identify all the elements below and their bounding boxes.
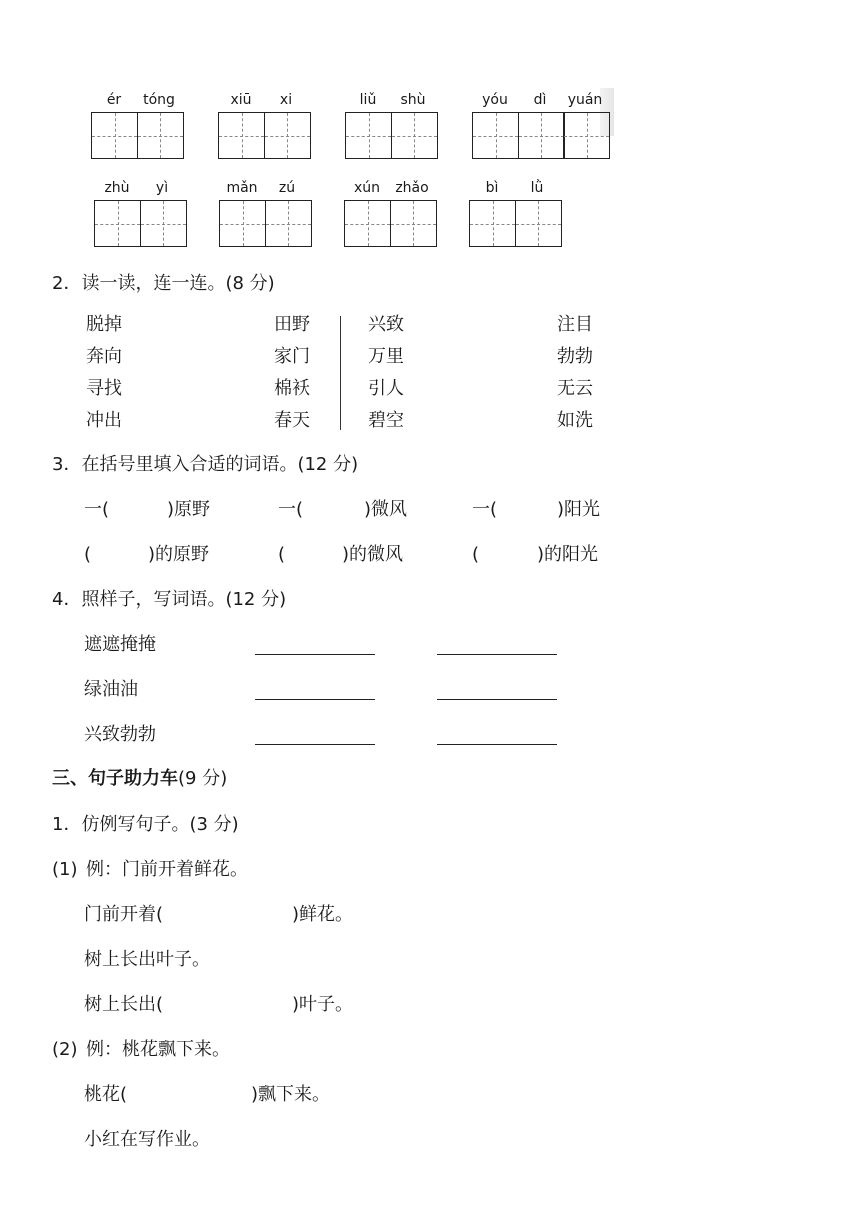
q2-right-match-3: 无云 [557,378,593,399]
pinyin-label: zhù [104,180,130,196]
pinyin-label: yì [155,180,169,196]
character-boxes [344,200,437,247]
pinyin-label: zhǎo [395,180,429,196]
character-boxes [345,112,438,159]
q4-example-3: 兴致勃勃 [84,724,156,745]
s3-p1-line3-start: 树上长出( [84,994,164,1015]
character-boxes [469,200,562,247]
tianzi-writing-box[interactable] [344,200,391,247]
s3-p1-number: (1) [52,859,78,880]
q2-left-match-3: 棉袄 [274,378,310,399]
s3-p1-line1-start: 门前开着( [84,904,164,925]
q2-left-word-1: 脱掉 [86,314,122,335]
tianzi-writing-box[interactable] [137,112,184,159]
tianzi-writing-box[interactable] [515,200,562,247]
s3-p2-line1-start: 桃花( [84,1084,128,1105]
pinyin-label: liǔ [359,92,377,108]
q4-blank-2b[interactable] [437,699,557,700]
q3-r2-open-1: ( [84,544,92,565]
q4-blank-1b[interactable] [437,654,557,655]
q2-right-word-3: 引人 [368,378,404,399]
pinyin-label: lǜ [530,180,544,196]
pinyin-label: bì [485,180,499,196]
s3-p2-example: 例：桃花飘下来。 [86,1039,230,1060]
tianzi-writing-box[interactable] [264,112,311,159]
q2-left-match-2: 家门 [274,346,310,367]
pinyin-label: shù [400,92,426,108]
pinyin-label: xún [353,180,381,196]
tianzi-writing-box[interactable] [265,200,312,247]
q2-right-word-2: 万里 [368,346,404,367]
q2-divider [340,316,341,430]
q4-example-2: 绿油油 [84,679,138,700]
q4-blank-2a[interactable] [255,699,375,700]
s3-p2-number: (2) [52,1039,78,1060]
s3-p1-example: 例：门前开着鲜花。 [86,859,248,880]
pinyin-label: xi [279,92,293,108]
q3-r1-open-1: 一( [84,499,110,520]
q3-r1-open-2: 一( [278,499,304,520]
q2-left-word-3: 寻找 [86,378,122,399]
q2-right-match-4: 如洗 [557,410,593,431]
q4-blank-1a[interactable] [255,654,375,655]
character-boxes [94,200,187,247]
section3-title: 三、句子助力车 [52,768,178,789]
q4-example-1: 遮遮掩掩 [84,634,156,655]
tianzi-writing-box[interactable] [469,200,516,247]
q4-blank-3a[interactable] [255,744,375,745]
tianzi-writing-box[interactable] [518,112,565,159]
q3-r1-close-2: )微风 [364,499,408,520]
q3-r2-open-2: ( [278,544,286,565]
q4-title: 4．照样子，写词语。(12 分) [52,589,287,610]
section3-heading [52,768,227,790]
q3-r2-close-2: )的微风 [342,544,404,565]
s3-p1-line1-end: )鲜花。 [292,904,354,925]
q2-left-word-2: 奔向 [86,346,122,367]
q3-r2-close-3: )的阳光 [537,544,599,565]
tianzi-writing-box[interactable] [563,112,610,159]
character-boxes [218,112,311,159]
pinyin-label: zú [278,180,296,196]
pinyin-label: ér [106,92,122,108]
q2-title: 2．读一读，连一连。(8 分) [52,273,275,294]
q4-blank-3b[interactable] [437,744,557,745]
q2-right-match-1: 注目 [557,314,593,335]
s3-p2-line1-end: )飘下来。 [251,1084,331,1105]
q2-right-match-2: 勃勃 [557,346,593,367]
q2-left-match-4: 春天 [274,410,310,431]
tianzi-writing-box[interactable] [345,112,392,159]
tianzi-writing-box[interactable] [219,200,266,247]
s3-q1-title: 1．仿例写句子。(3 分) [52,814,239,835]
tianzi-writing-box[interactable] [140,200,187,247]
q2-right-word-4: 碧空 [368,410,404,431]
q2-left-match-1: 田野 [274,314,310,335]
q3-title: 3．在括号里填入合适的词语。(12 分) [52,454,359,475]
tianzi-writing-box[interactable] [218,112,265,159]
tianzi-writing-box[interactable] [472,112,519,159]
s3-p2-line2: 小红在写作业。 [84,1129,210,1150]
q3-r2-close-1: )的原野 [148,544,210,565]
pinyin-label: yuán [567,92,603,108]
q2-right-word-1: 兴致 [368,314,404,335]
pinyin-label: xiū [230,92,252,108]
tianzi-writing-box[interactable] [91,112,138,159]
pinyin-label: mǎn [226,180,258,196]
q3-r1-close-3: )阳光 [557,499,601,520]
tianzi-writing-box[interactable] [391,112,438,159]
character-boxes [91,112,184,159]
q2-left-word-4: 冲出 [86,410,122,431]
s3-p1-line3-end: )叶子。 [292,994,354,1015]
pinyin-label: tóng [143,92,175,108]
pinyin-label: dì [533,92,547,108]
section3-score: (9 分) [178,768,228,789]
tianzi-writing-box[interactable] [390,200,437,247]
q3-r1-close-1: )原野 [167,499,211,520]
character-boxes [472,112,610,159]
q3-r2-open-3: ( [472,544,480,565]
pinyin-label: yóu [482,92,508,108]
q3-r1-open-3: 一( [472,499,498,520]
character-boxes [219,200,312,247]
tianzi-writing-box[interactable] [94,200,141,247]
s3-p1-line2: 树上长出叶子。 [84,949,210,970]
